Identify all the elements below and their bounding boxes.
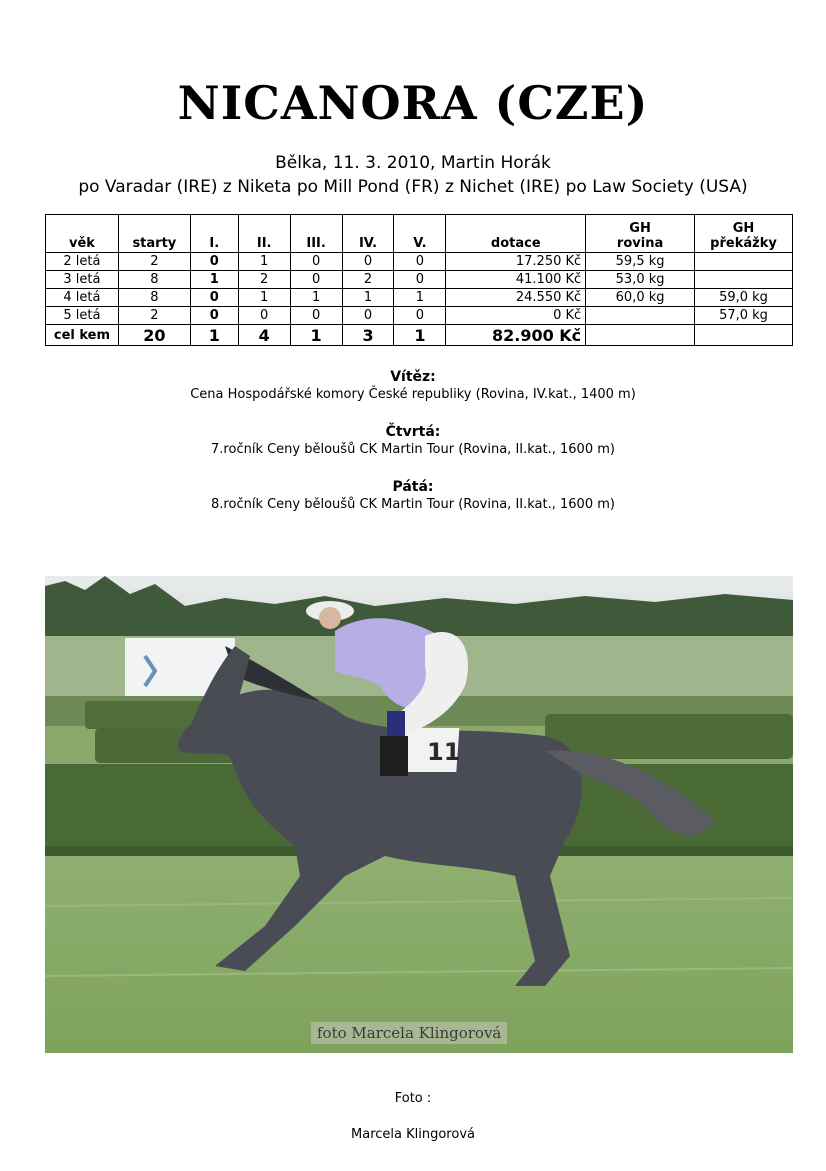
cell-place-4: 0 — [342, 253, 394, 271]
result-label: Čtvrtá: — [385, 424, 441, 440]
header-gh-jump-top: GH — [732, 221, 755, 236]
cell-place-5: 0 — [394, 253, 446, 271]
result-winner — [0, 369, 826, 402]
cell-total-place-2: 4 — [238, 325, 290, 346]
cell-gh-flat — [586, 307, 695, 325]
cell-total-place-5: 1 — [394, 325, 446, 346]
result-fifth — [0, 479, 826, 512]
header-prize: dotace — [446, 215, 586, 253]
table-row — [46, 271, 793, 289]
cell-prize: 0 Kč — [446, 307, 586, 325]
header-gh-flat-bottom: rovina — [616, 236, 664, 251]
cell-age: 5 letá — [46, 307, 119, 325]
cell-starts: 8 — [118, 289, 190, 307]
cell-place-1: 0 — [190, 289, 238, 307]
cell-place-1: 0 — [190, 307, 238, 325]
cell-place-2: 0 — [238, 307, 290, 325]
cell-gh-jump: 59,0 kg — [695, 289, 793, 307]
cell-total-place-4: 3 — [342, 325, 394, 346]
header-gh-jump — [695, 215, 793, 253]
race-photo — [45, 576, 793, 1053]
cell-prize: 17.250 Kč — [446, 253, 586, 271]
pedigree-info: po Varadar (IRE) z Niketa po Mill Pond (FR) z Nichet (IRE) po Law Society (USA) — [78, 177, 748, 197]
header-place-3: III. — [290, 215, 342, 253]
cell-prize: 24.550 Kč — [446, 289, 586, 307]
cell-place-2: 1 — [238, 253, 290, 271]
cell-age: 3 letá — [46, 271, 119, 289]
cell-gh-flat: 59,5 kg — [586, 253, 695, 271]
cell-place-2: 2 — [238, 271, 290, 289]
cell-place-4: 0 — [342, 307, 394, 325]
cell-age: 2 letá — [46, 253, 119, 271]
birth-info: Bělka, 11. 3. 2010, Martin Horák — [275, 153, 551, 173]
cell-gh-jump — [695, 253, 793, 271]
result-label: Vítěz: — [390, 369, 436, 385]
table-total-row — [46, 325, 793, 346]
header-place-4: IV. — [342, 215, 394, 253]
header-place-2: II. — [238, 215, 290, 253]
cell-total-gh-jump — [695, 325, 793, 346]
cell-total-place-3: 1 — [290, 325, 342, 346]
header-starts: starty — [118, 215, 190, 253]
photo-credit-label: Foto : — [394, 1091, 432, 1106]
cell-place-4: 2 — [342, 271, 394, 289]
table-header-row — [46, 215, 793, 253]
header-gh-flat — [586, 215, 695, 253]
result-text: 8.ročník Ceny běloušů CK Martin Tour (Rovina, II.kat., 1600 m) — [211, 497, 615, 512]
cell-prize: 41.100 Kč — [446, 271, 586, 289]
cell-starts: 2 — [118, 253, 190, 271]
race-statistics-table — [45, 214, 793, 346]
cell-gh-jump: 57,0 kg — [695, 307, 793, 325]
cell-place-5: 1 — [394, 289, 446, 307]
saddle-number: 11 — [427, 738, 461, 766]
cell-total-gh-flat — [586, 325, 695, 346]
cell-place-5: 0 — [394, 307, 446, 325]
table-row — [46, 253, 793, 271]
cell-starts: 2 — [118, 307, 190, 325]
cell-gh-jump — [695, 271, 793, 289]
result-label: Pátá: — [392, 479, 434, 495]
cell-place-3: 0 — [290, 271, 342, 289]
photo-watermark: foto Marcela Klingorová — [311, 1022, 507, 1044]
cell-gh-flat: 60,0 kg — [586, 289, 695, 307]
cell-age: 4 letá — [46, 289, 119, 307]
cell-place-3: 0 — [290, 253, 342, 271]
cell-gh-flat: 53,0 kg — [586, 271, 695, 289]
table-row — [46, 307, 793, 325]
header-gh-jump-bottom: překážky — [710, 236, 777, 251]
cell-place-3: 1 — [290, 289, 342, 307]
cell-place-2: 1 — [238, 289, 290, 307]
header-place-1: I. — [190, 215, 238, 253]
cell-place-1: 1 — [190, 271, 238, 289]
cell-place-4: 1 — [342, 289, 394, 307]
horse-name-title: NICANORA (CZE) — [177, 76, 649, 130]
result-text: 7.ročník Ceny běloušů CK Martin Tour (Rovina, II.kat., 1600 m) — [211, 442, 615, 457]
cell-place-1: 0 — [190, 253, 238, 271]
result-fourth — [0, 424, 826, 457]
photo-credit-name: Marcela Klingorová — [351, 1127, 475, 1142]
cell-place-3: 0 — [290, 307, 342, 325]
header-place-5: V. — [394, 215, 446, 253]
horse-photo-illustration — [45, 576, 793, 1053]
header-age: věk — [46, 215, 119, 253]
table-row — [46, 289, 793, 307]
cell-total-prize: 82.900 Kč — [446, 325, 586, 346]
cell-starts: 8 — [118, 271, 190, 289]
cell-total-place-1: 1 — [190, 325, 238, 346]
result-text: Cena Hospodářské komory České republiky (Rovina, IV.kat., 1400 m) — [190, 387, 636, 402]
cell-total-label: cel kem — [46, 325, 119, 346]
cell-place-5: 0 — [394, 271, 446, 289]
header-gh-flat-top: GH — [629, 221, 651, 236]
cell-total-starts: 20 — [118, 325, 190, 346]
